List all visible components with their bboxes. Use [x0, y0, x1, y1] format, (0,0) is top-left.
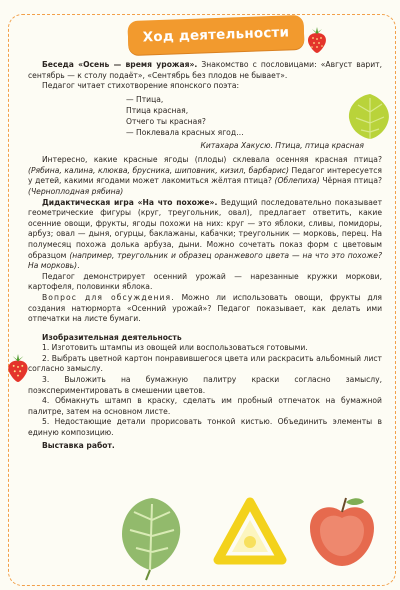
discussion-paragraph	[28, 293, 382, 325]
exhibition-title: Выставка работ.	[42, 440, 115, 450]
answer-text: (Рябина, калина, клюква, брусника, шиповник, кизил, барбарис)	[28, 165, 289, 175]
poem-author: Китахара Хакусю. Птица, птица красная	[200, 140, 364, 150]
activity-step: 2. Выбрать цветной картон понравившегося цвета или раскрасить альбомный лист согласно замыслу.	[28, 353, 382, 374]
section-header	[127, 15, 304, 55]
game-text: Ведущий последовательно показывает геометрические фигуры (круг, треугольник, овал), предлагает ответить, какие осенние овощи, фрукты, ягоды похожи на них: круг — это яблоки, сливы, помидоры, арбуз; овал — дыня, огурцы, баклажаны, кабачки; треугольник — морковь, перец. На полумесяц похожа долька арбуза, дыни. Можно сочетать показ форм с цветовым образцом	[28, 197, 383, 260]
poem-line: — Птица,	[126, 94, 164, 104]
section-title: Ход деятельности	[142, 24, 290, 46]
stamp-prints-illustration	[110, 490, 390, 586]
main-content	[28, 60, 382, 451]
game-end: .	[77, 261, 80, 271]
game-example: (например, треугольник и образец оранжевого цвета — на что это похоже? На морковь)	[28, 250, 382, 271]
answer-text: (Облепиха)	[274, 176, 320, 186]
strawberry-icon	[304, 26, 330, 54]
game-paragraph	[28, 198, 382, 272]
intro-paragraph	[28, 60, 382, 81]
activity-step: 5. Недостающие детали прорисовать тонкой кистью. Объединить элементы в единую композицию.	[28, 417, 382, 438]
question-paragraph	[28, 155, 382, 197]
poem-intro: Педагог читает стихотворение японского поэта:	[42, 81, 240, 91]
question-text: Интересно, какие красные ягоды (плоды) склевала осенняя красная птица?	[42, 155, 382, 165]
green-leaf-print	[122, 498, 180, 580]
activity-title: Изобразительная деятельность	[42, 332, 182, 342]
answer-text: (Черноплодная рябина)	[28, 186, 124, 196]
discussion-text: Можно ли использовать овощи, фрукты для создания натюрморта «Осенний урожай»? Педагог показывает, как делать ими отпечатки на листе бумаги.	[28, 292, 382, 324]
conversation-title: Беседа «Осень — время урожая».	[42, 60, 198, 69]
discussion-title: Вопрос для обсуждения.	[42, 292, 175, 302]
poem-line: Птица красная,	[126, 105, 189, 115]
red-apple-print	[310, 498, 374, 566]
question-text: Чёрная птица?	[319, 176, 383, 186]
poem	[126, 94, 382, 139]
poem-line: — Поклевала красных ягод…	[126, 128, 244, 138]
intro-text: Знакомство с пословицами: «Август варит, сентябрь — к столу подаёт», «Сентябрь без плодов не бывает».	[28, 60, 382, 80]
activity-step: 3. Выложить на бумажную палитру краски согласно замыслу, поэкспериментировать в смешении цветов.	[28, 375, 382, 395]
game-title: Дидактическая игра «На что похоже».	[42, 197, 218, 207]
demo-paragraph: Педагог демонстрирует осенний урожай — нарезанные кружки моркови, картофеля, половинки яблока.	[28, 271, 382, 292]
question-text: Педагог интересуется у детей, какими ягодами может лакомиться жёлтая птица?	[28, 165, 382, 186]
activity-step: 4. Обмакнуть штамп в краску, сделать им пробный отпечаток на бумажной палитре, затем на основном листе.	[28, 396, 382, 416]
poem-line: Отчего ты красная?	[126, 117, 206, 127]
activity-step: 1. Изготовить штампы из овощей или воспользоваться готовыми.	[42, 343, 308, 353]
yellow-triangle-print	[218, 502, 282, 560]
